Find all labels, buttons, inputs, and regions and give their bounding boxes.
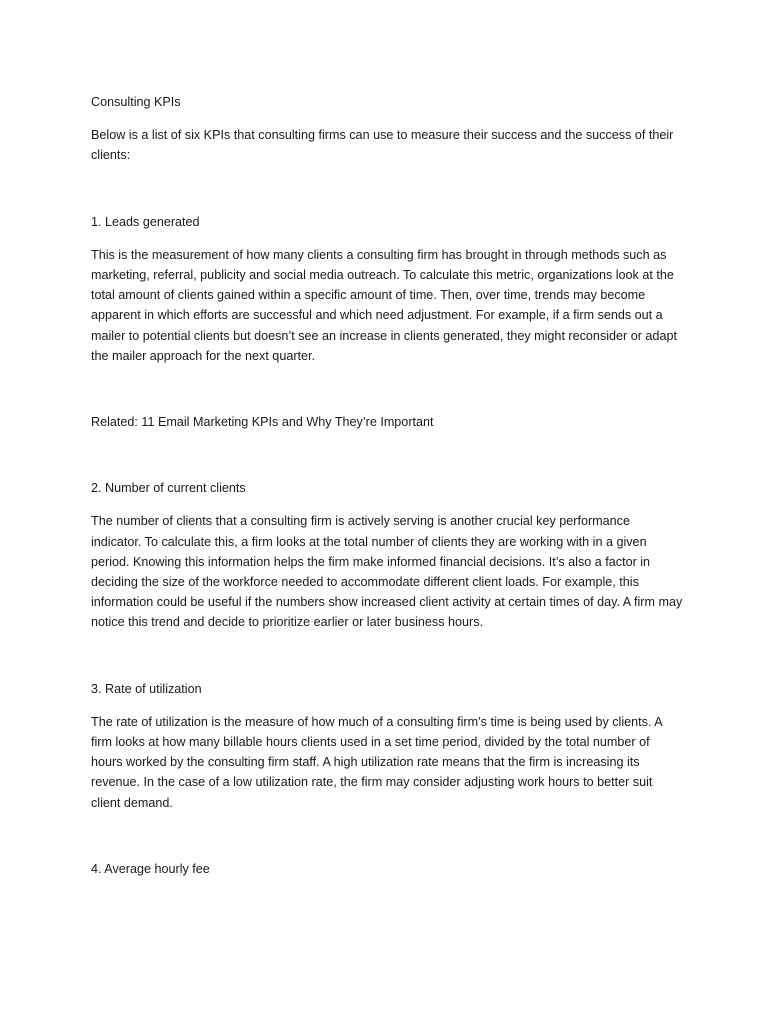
intro-paragraph: Below is a list of six KPIs that consulting firms can use to measure their success and the success of their clients: [91,128,674,163]
related-link[interactable]: Related: 11 Email Marketing KPIs and Why They’re Important [91,415,434,430]
section-body-current-clients: The number of clients that a consulting firm is actively serving is another crucial key performance indicator. To calculate this, a firm looks at the total number of clients they are working with in a given period. Knowing this information helps the firm make informed financial decisions. It’s also a factor in deciding the size of the workforce needed to accommodate different client loads. For example, this information could be useful if the numbers show increased client activity at certain times of day. A firm may notice this trend and decide to prioritize earlier or later business hours. [91,514,683,630]
section-heading-utilization: 3. Rate of utilization [91,681,202,696]
section-heading-leads-generated: 1. Leads generated [91,214,200,229]
section-body-utilization: The rate of utilization is the measure of how much of a consulting firm’s time is being used by clients. A firm looks at how many billable hours clients used in a set time period, divided by the total number of hours worked by the consulting firm staff. A high utilization rate means that the firm is increasing its revenue. In the case of a low utilization rate, the firm may consider adjusting work hours to better suit client demand. [91,714,662,810]
section-heading-current-clients: 2. Number of current clients [91,481,246,496]
section-body-leads-generated: This is the measurement of how many clients a consulting firm has brought in through methods such as marketing, referral, publicity and social media outreach. To calculate this metric, organizations look at the total amount of clients gained within a specific amount of time. Then, over time, trends may become apparent in which efforts are successful and which need adjustment. For example, if a firm sends out a mailer to potential clients but doesn’t see an increase in clients generated, they might reconsider or adapt the mailer approach for the next quarter. [91,247,677,363]
document-content [91,92,683,892]
section-heading-hourly-fee: 4. Average hourly fee [91,861,210,876]
document-title: Consulting KPIs [91,95,181,109]
